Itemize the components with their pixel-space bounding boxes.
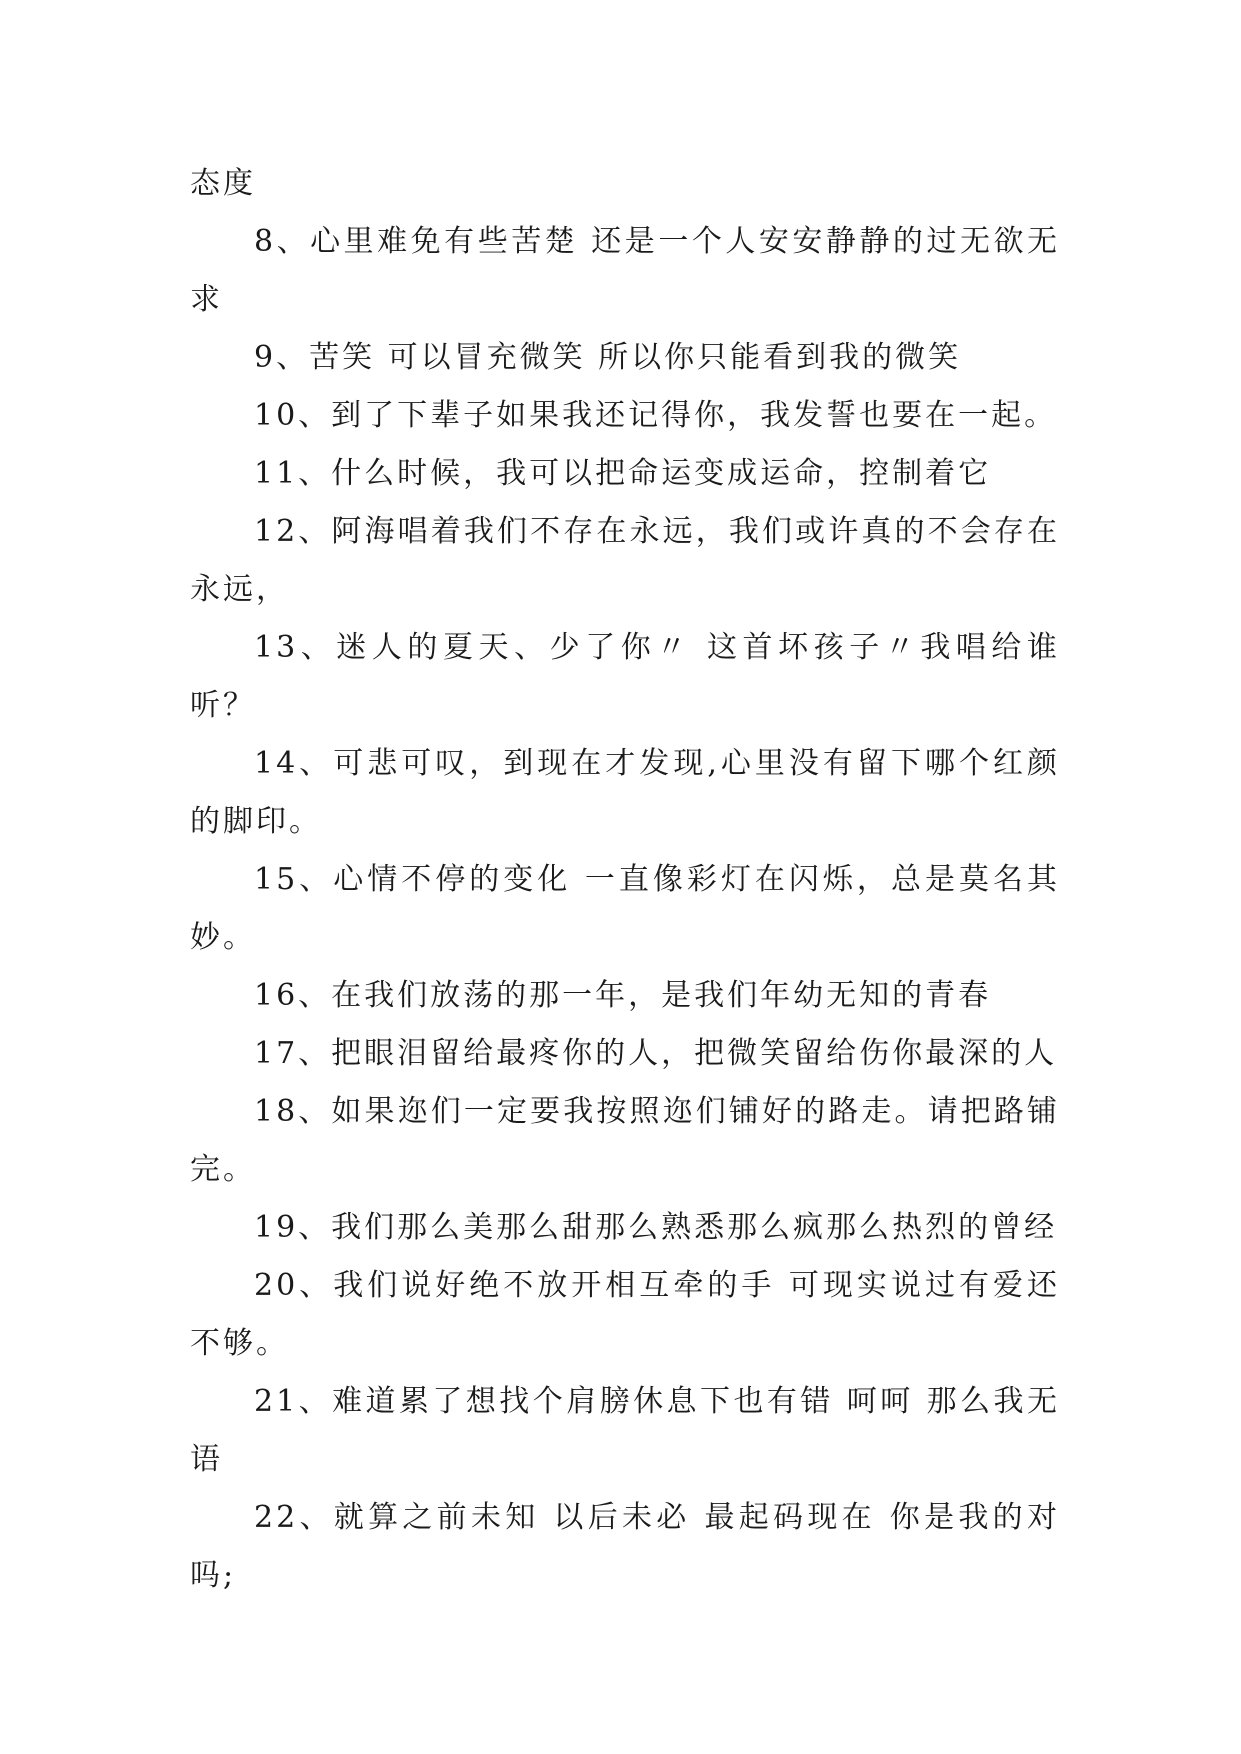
paragraph-15: 15、心情不停的变化 一直像彩灯在闪烁，总是莫名其妙。 [190, 862, 1060, 955]
paragraph-21: 21、难道累了想找个肩膀休息下也有错 呵呵 那么我无语 [190, 1384, 1060, 1477]
paragraph-18: 18、如果迩们一定要我按照迩们铺好的路走。请把路铺完。 [190, 1094, 1060, 1187]
paragraph-19: 19、我们那么美那么甜那么熟悉那么疯那么热烈的曾经 [254, 1210, 1058, 1245]
paragraph-14: 14、可悲可叹，到现在才发现,心里没有留下哪个红颜的脚印。 [190, 746, 1060, 839]
paragraph-22: 22、就算之前未知 以后未必 最起码现在 你是我的对吗; [190, 1500, 1060, 1593]
paragraph-16: 16、在我们放荡的那一年，是我们年幼无知的青春 [254, 978, 992, 1013]
paragraph-9: 9、苦笑 可以冒充微笑 所以你只能看到我的微笑 [254, 340, 962, 375]
paragraph-continuation: 态度 [190, 166, 256, 201]
paragraph-13: 13、迷人的夏天、少了你〃 这首坏孩子〃我唱给谁听？ [190, 630, 1060, 723]
paragraph-12: 12、阿海唱着我们不存在永远，我们或许真的不会存在永远， [190, 514, 1060, 607]
paragraph-11: 11、什么时候，我可以把命运变成运命，控制着它 [254, 456, 992, 491]
paragraph-8: 8、心里难免有些苦楚 还是一个人安安静静的过无欲无求 [190, 224, 1060, 317]
paragraph-17: 17、把眼泪留给最疼你的人，把微笑留给伤你最深的人 [254, 1036, 1058, 1071]
body-text [190, 155, 1060, 1605]
paragraph-10: 10、到了下辈子如果我还记得你，我发誓也要在一起。 [254, 398, 1058, 433]
paragraph-20: 20、我们说好绝不放开相互牵的手 可现实说过有爱还不够。 [190, 1268, 1060, 1361]
